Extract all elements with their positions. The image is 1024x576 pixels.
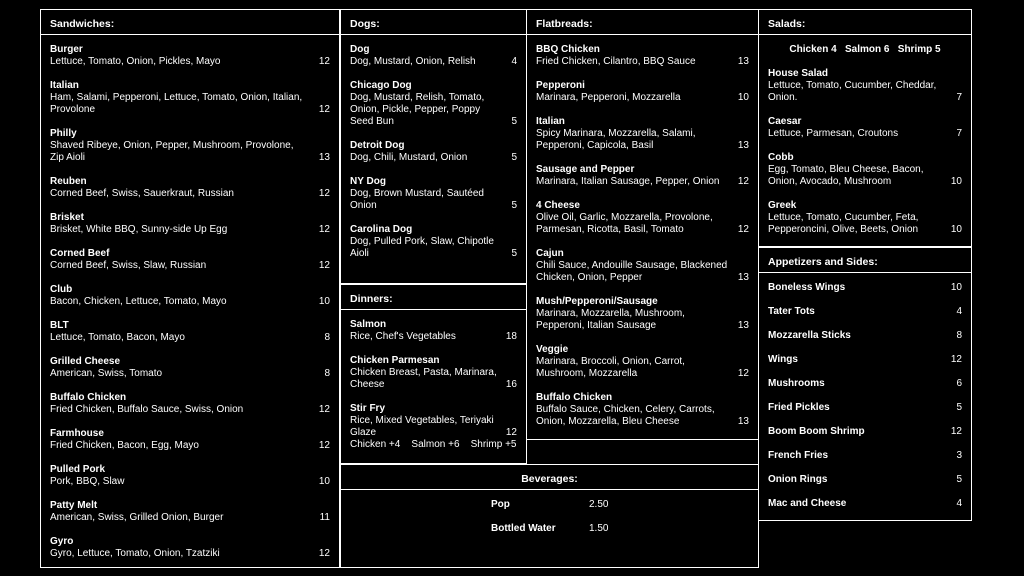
sandwich-item-description: Brisket, White BBQ, Sunny-side Up Egg	[50, 224, 228, 235]
flatbread-item-price: 13	[737, 272, 749, 283]
salad-item-price: 10	[950, 176, 962, 187]
dinner-item	[350, 403, 517, 439]
dog-item-price: 4	[511, 56, 517, 67]
sandwich-item	[50, 44, 330, 68]
dog-item-price: 5	[511, 200, 517, 211]
salads-heading: Salads:	[759, 10, 971, 35]
dog-item	[350, 176, 517, 212]
sandwich-item-name: Farmhouse	[50, 428, 104, 439]
dogs-heading: Dogs:	[341, 10, 526, 35]
salad-item	[768, 116, 962, 140]
sandwich-item-name: Burger	[50, 44, 83, 55]
salad-item	[768, 200, 962, 236]
appetizer-item-name: Boneless Wings	[768, 282, 846, 293]
sandwiches-panel	[40, 9, 340, 568]
beverage-name: Pop	[491, 499, 510, 510]
beverage-price: 2.50	[589, 499, 609, 510]
dinner-item-description: Rice, Mixed Vegetables, Teriyaki Glaze	[350, 415, 494, 438]
dinner-item-name: Salmon	[350, 319, 387, 330]
beverage-price: 1.50	[589, 523, 609, 534]
appetizer-item-name: Boom Boom Shrimp	[768, 426, 865, 437]
appetizer-item	[768, 354, 962, 378]
flatbread-item	[536, 116, 749, 152]
appetizer-item	[768, 450, 962, 474]
sandwich-item-name: Reuben	[50, 176, 87, 187]
dog-item-description: Dog, Brown Mustard, Sautéed Onion	[350, 188, 484, 211]
appetizer-item-name: Tater Tots	[768, 306, 815, 317]
sandwiches-heading: Sandwiches:	[41, 10, 339, 35]
flatbread-item	[536, 80, 749, 104]
salad-item-name: Greek	[768, 200, 797, 211]
flatbread-item-price: 13	[737, 416, 749, 427]
sandwich-item-price: 8	[324, 332, 330, 343]
dinners-list	[350, 319, 517, 451]
dogs-panel	[340, 9, 527, 284]
flatbread-item-description: Fried Chicken, Cilantro, BBQ Sauce	[536, 56, 696, 67]
sandwich-item	[50, 500, 330, 524]
dinner-item-price: 18	[505, 331, 517, 342]
sandwich-item-name: Patty Melt	[50, 500, 98, 511]
flatbread-item	[536, 200, 749, 236]
appetizer-item-price: 12	[950, 354, 962, 365]
appetizer-item-price: 12	[950, 426, 962, 437]
dog-item-price: 5	[511, 152, 517, 163]
sandwich-item	[50, 392, 330, 416]
sandwich-item-price: 13	[318, 152, 330, 163]
flatbread-item-name: Buffalo Chicken	[536, 392, 613, 403]
flatbread-item-price: 13	[737, 320, 749, 331]
salad-item-name: Caesar	[768, 116, 802, 127]
appetizers-panel	[758, 247, 972, 521]
dog-item-name: Detroit Dog	[350, 140, 405, 151]
sandwich-item-price: 12	[318, 224, 330, 235]
sandwich-item-price: 12	[318, 56, 330, 67]
sandwich-item-name: Italian	[50, 80, 79, 91]
sandwich-item-name: Brisket	[50, 212, 84, 223]
salad-item	[768, 68, 962, 104]
sandwich-item-description: Fried Chicken, Bacon, Egg, Mayo	[50, 440, 199, 451]
dog-item-name: NY Dog	[350, 176, 386, 187]
flatbread-item-price: 12	[737, 224, 749, 235]
sandwich-item-description: Lettuce, Tomato, Bacon, Mayo	[50, 332, 185, 343]
dinners-heading: Dinners:	[341, 285, 526, 310]
beverages-heading: Beverages:	[341, 465, 758, 490]
sandwich-item-description: Bacon, Chicken, Lettuce, Tomato, Mayo	[50, 296, 227, 307]
flatbread-item-description: Marinara, Broccoli, Onion, Carrot, Mushroom, Mozzarella	[536, 356, 685, 379]
appetizer-item-name: Mushrooms	[768, 378, 825, 389]
sandwich-item-description: American, Swiss, Tomato	[50, 368, 163, 379]
sandwich-item-name: Gyro	[50, 536, 74, 547]
dog-item	[350, 80, 517, 128]
salad-item-price: 7	[956, 92, 962, 103]
dog-item	[350, 44, 517, 68]
sandwich-item-name: Philly	[50, 128, 77, 139]
dogs-list	[350, 44, 517, 272]
sandwich-item-price: 10	[318, 296, 330, 307]
flatbread-item-price: 13	[737, 56, 749, 67]
flatbreads-heading: Flatbreads:	[527, 10, 758, 35]
beverage-name: Bottled Water	[491, 523, 556, 534]
sandwich-item-description: American, Swiss, Grilled Onion, Burger	[50, 512, 224, 523]
dog-item-name: Dog	[350, 44, 370, 55]
flatbread-item-description: Olive Oil, Garlic, Mozzarella, Provolone, Parmesan, Ricotta, Basil, Tomato	[536, 212, 713, 235]
sandwich-item	[50, 248, 330, 272]
sandwich-item	[50, 80, 330, 116]
dog-item	[350, 224, 517, 260]
appetizer-item	[768, 306, 962, 330]
dog-item-price: 5	[511, 248, 517, 259]
sandwich-item	[50, 176, 330, 200]
sandwich-item-price: 12	[318, 548, 330, 559]
appetizer-item-price: 10	[950, 282, 962, 293]
appetizers-heading: Appetizers and Sides:	[759, 248, 971, 273]
flatbread-item-price: 12	[737, 368, 749, 379]
dinner-item-price: 16	[505, 379, 517, 390]
dinner-item	[350, 319, 517, 343]
sandwich-item-name: Corned Beef	[50, 248, 110, 259]
dinner-item-description: Chicken Breast, Pasta, Marinara, Cheese	[350, 367, 497, 390]
appetizer-item-price: 5	[956, 402, 962, 413]
sandwich-item	[50, 284, 330, 308]
dinner-item	[350, 355, 517, 391]
sandwich-item-description: Ham, Salami, Pepperoni, Lettuce, Tomato, Onion, Italian, Provolone	[50, 92, 303, 115]
flatbread-item-name: Pepperoni	[536, 80, 585, 91]
dinner-item-price: 12	[505, 427, 517, 438]
sandwich-item-description: Shaved Ribeye, Onion, Pepper, Mushroom, Provolone, Zip Aioli	[50, 140, 294, 163]
flatbreads-panel	[526, 9, 759, 440]
sandwich-item	[50, 536, 330, 560]
appetizer-item	[768, 282, 962, 306]
sandwich-item-price: 12	[318, 188, 330, 199]
dinner-addons: Chicken +4 Salmon +6 Shrimp +5	[350, 439, 517, 450]
appetizer-item-name: Mac and Cheese	[768, 498, 847, 509]
salads-list	[768, 68, 962, 248]
sandwich-item-price: 11	[319, 512, 330, 523]
salad-item-name: Cobb	[768, 152, 794, 163]
flatbread-item-description: Marinara, Mozzarella, Mushroom, Pepperoni, Italian Sausage	[536, 308, 685, 331]
sandwich-item	[50, 464, 330, 488]
sandwich-item	[50, 356, 330, 380]
salad-item-description: Lettuce, Tomato, Cucumber, Feta, Pepperoncini, Olive, Beets, Onion	[768, 212, 919, 235]
appetizer-item	[768, 474, 962, 498]
sandwiches-list	[50, 44, 330, 572]
flatbreads-list	[536, 44, 749, 440]
dog-item-description: Dog, Mustard, Relish, Tomato, Onion, Pickle, Pepper, Poppy Seed Bun	[350, 92, 485, 127]
dinner-item-name: Stir Fry	[350, 403, 386, 414]
dog-item-name: Chicago Dog	[350, 80, 412, 91]
flatbread-item-name: Mush/Pepperoni/Sausage	[536, 296, 658, 307]
sandwich-item-name: Grilled Cheese	[50, 356, 121, 367]
flatbread-item-description: Spicy Marinara, Mozzarella, Salami, Pepperoni, Capicola, Basil	[536, 128, 696, 151]
flatbread-item-name: Cajun	[536, 248, 564, 259]
appetizer-item	[768, 498, 962, 522]
flatbread-item-name: BBQ Chicken	[536, 44, 600, 55]
appetizer-item	[768, 426, 962, 450]
flatbread-item-description: Chili Sauce, Andouille Sausage, Blackened Chicken, Onion, Pepper	[536, 260, 728, 283]
flatbread-item-description: Marinara, Pepperoni, Mozzarella	[536, 92, 681, 103]
appetizer-item-name: Mozzarella Sticks	[768, 330, 851, 341]
flatbread-item-price: 13	[737, 140, 749, 151]
appetizer-item-price: 4	[956, 306, 962, 317]
dinner-item-description: Rice, Chef's Vegetables	[350, 331, 456, 342]
sandwich-item-description: Gyro, Lettuce, Tomato, Onion, Tzatziki	[50, 548, 220, 559]
flatbread-item	[536, 392, 749, 428]
salad-item-description: Egg, Tomato, Bleu Cheese, Bacon, Onion, Avocado, Mushroom	[768, 164, 924, 187]
salad-item-price: 7	[956, 128, 962, 139]
sandwich-item-price: 10	[318, 476, 330, 487]
flatbread-item-price: 10	[737, 92, 749, 103]
sandwich-item	[50, 212, 330, 236]
appetizer-item-price: 5	[956, 474, 962, 485]
sandwich-item	[50, 128, 330, 164]
appetizer-item-name: Wings	[768, 354, 798, 365]
appetizer-item-price: 6	[956, 378, 962, 389]
sandwich-item	[50, 320, 330, 344]
sandwich-item-description: Fried Chicken, Buffalo Sauce, Swiss, Onion	[50, 404, 244, 415]
dinners-panel	[340, 284, 527, 464]
flatbread-item	[536, 164, 749, 188]
appetizer-item-price: 3	[956, 450, 962, 461]
flatbread-item	[536, 44, 749, 68]
sandwich-item-price: 12	[318, 260, 330, 271]
dog-item-description: Dog, Pulled Pork, Slaw, Chipotle Aioli	[350, 236, 494, 259]
appetizer-item-price: 4	[956, 498, 962, 509]
flatbread-item-description: Marinara, Italian Sausage, Pepper, Onion	[536, 176, 720, 187]
flatbread-item	[536, 248, 749, 284]
sandwich-item-price: 12	[318, 404, 330, 415]
sandwich-item-description: Corned Beef, Swiss, Slaw, Russian	[50, 260, 207, 271]
sandwich-item-price: 8	[324, 368, 330, 379]
appetizer-item-name: Onion Rings	[768, 474, 828, 485]
dog-item-description: Dog, Mustard, Onion, Relish	[350, 56, 476, 67]
appetizer-item	[768, 402, 962, 426]
salad-item-description: Lettuce, Tomato, Cucumber, Cheddar, Onion.	[768, 80, 937, 103]
flatbread-item-description: Buffalo Sauce, Chicken, Celery, Carrots, Onion, Mozzarella, Bleu Cheese	[536, 404, 715, 427]
dog-item-price: 5	[511, 116, 517, 127]
sandwich-item-name: BLT	[50, 320, 69, 331]
salad-addons: Chicken 4 Salmon 6 Shrimp 5	[789, 44, 941, 55]
dinner-item-name: Chicken Parmesan	[350, 355, 440, 366]
dog-item-description: Dog, Chili, Mustard, Onion	[350, 152, 468, 163]
flatbread-item-name: Sausage and Pepper	[536, 164, 635, 175]
flatbread-item-name: Italian	[536, 116, 565, 127]
salads-panel	[758, 9, 972, 247]
sandwich-item-description: Lettuce, Tomato, Onion, Pickles, Mayo	[50, 56, 221, 67]
salad-item	[768, 152, 962, 188]
salad-item-name: House Salad	[768, 68, 829, 79]
appetizer-item-name: Fried Pickles	[768, 402, 830, 413]
sandwich-item-price: 12	[318, 104, 330, 115]
sandwich-item-name: Pulled Pork	[50, 464, 106, 475]
sandwich-item-description: Pork, BBQ, Slaw	[50, 476, 125, 487]
dog-item-name: Carolina Dog	[350, 224, 413, 235]
flatbread-item-name: Veggie	[536, 344, 569, 355]
salad-item-price: 10	[950, 224, 962, 235]
flatbread-item-name: 4 Cheese	[536, 200, 580, 211]
sandwich-item-name: Club	[50, 284, 73, 295]
sandwich-item	[50, 428, 330, 452]
appetizer-item-price: 8	[956, 330, 962, 341]
sandwich-item-name: Buffalo Chicken	[50, 392, 127, 403]
appetizers-list	[768, 282, 962, 522]
sandwich-item-price: 12	[318, 440, 330, 451]
appetizer-item	[768, 330, 962, 354]
salad-item-description: Lettuce, Parmesan, Croutons	[768, 128, 899, 139]
appetizer-item	[768, 378, 962, 402]
flatbread-item	[536, 344, 749, 380]
beverages-panel	[340, 464, 759, 568]
flatbread-item	[536, 296, 749, 332]
sandwich-item-description: Corned Beef, Swiss, Sauerkraut, Russian	[50, 188, 234, 199]
dog-item	[350, 140, 517, 164]
flatbread-item-price: 12	[737, 176, 749, 187]
appetizer-item-name: French Fries	[768, 450, 829, 461]
